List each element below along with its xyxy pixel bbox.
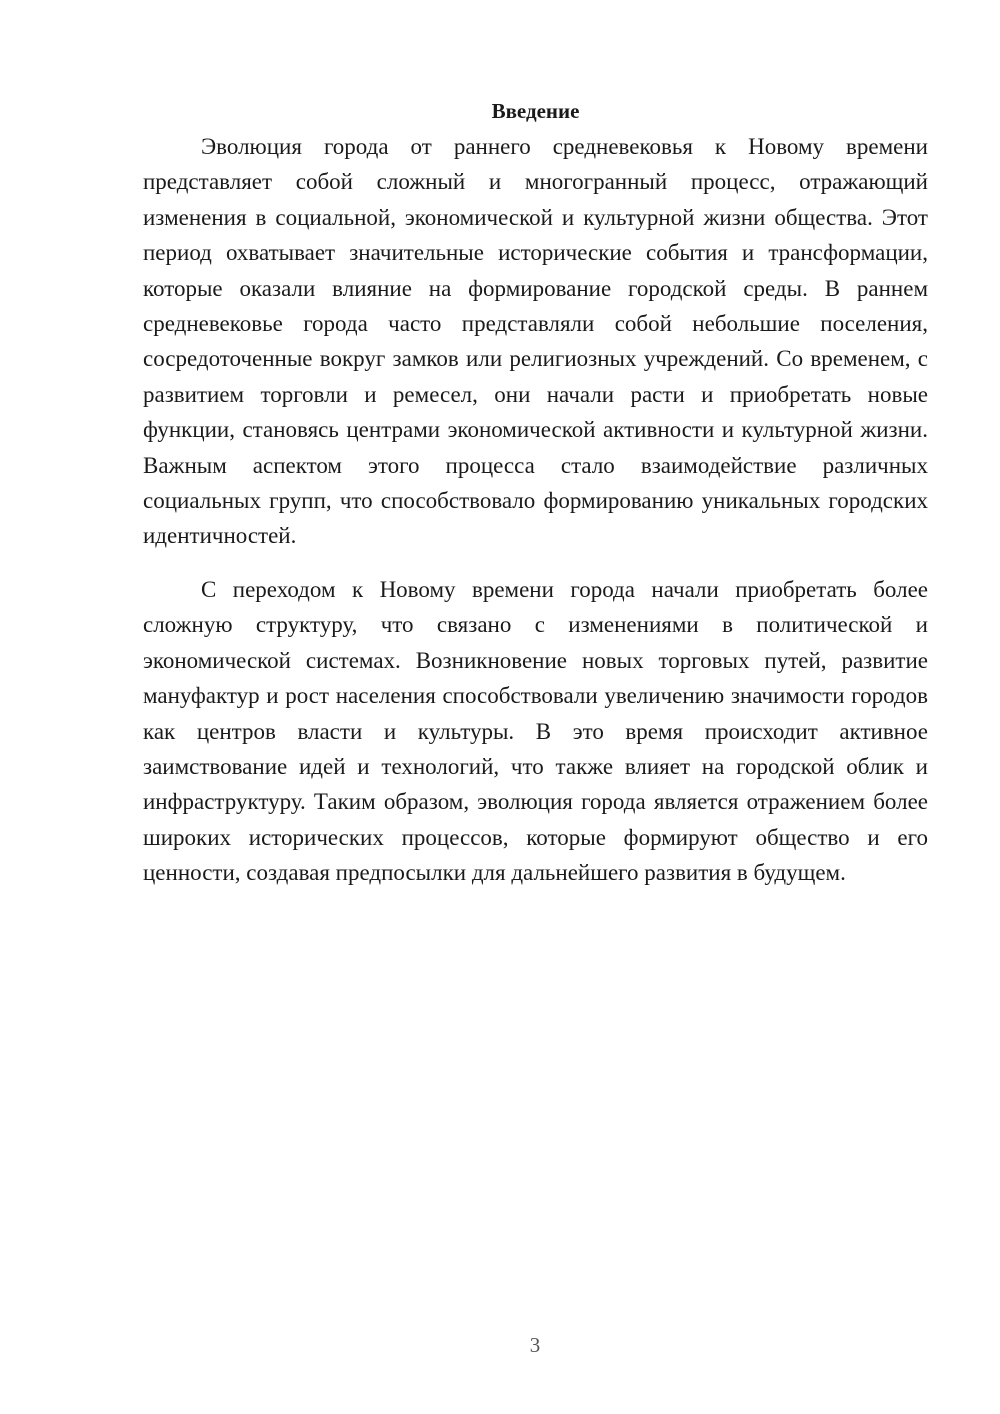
paragraph-1: Эволюция города от раннего средневековья к Новому времени представляет собой сложный и многогранный процесс, отражающий изменения в социальной, экономической и культурной жизни общества. Этот период охватывает значительные исторические события и трансформации, которые оказали влияние на формирование городской среды. В раннем средневековье города часто представляли собой небольшие поселения, сосредоточенные вокруг замков или религиозных учреждений. Со временем, с развитием торговли и ремесел, они начали расти и приобретать новые функции, становясь центрами экономической активности и культурной жизни. Важным аспектом этого процесса стало взаимодействие различных социальных групп, что способствовало формированию уникальных городских идентичностей. [143, 134, 928, 549]
page-number: 3 [529, 1333, 541, 1357]
section-heading: Введение [491, 99, 580, 123]
paragraph-2: С переходом к Новому времени города начали приобретать более сложную структуру, что связано с изменениями в политической и экономической системах. Возникновение новых торговых путей, развитие мануфактур и рост населения способствовали увеличению значимости городов как центров власти и культуры. В это время происходит активное заимствование идей и технологий, что также влияет на городской облик и инфраструктуру. Таким образом, эволюция города является отражением более широких исторических процессов, которые формируют общество и его ценности, создавая предпосылки для дальнейшего развития в будущем. [143, 576, 928, 886]
page-body [143, 96, 928, 891]
